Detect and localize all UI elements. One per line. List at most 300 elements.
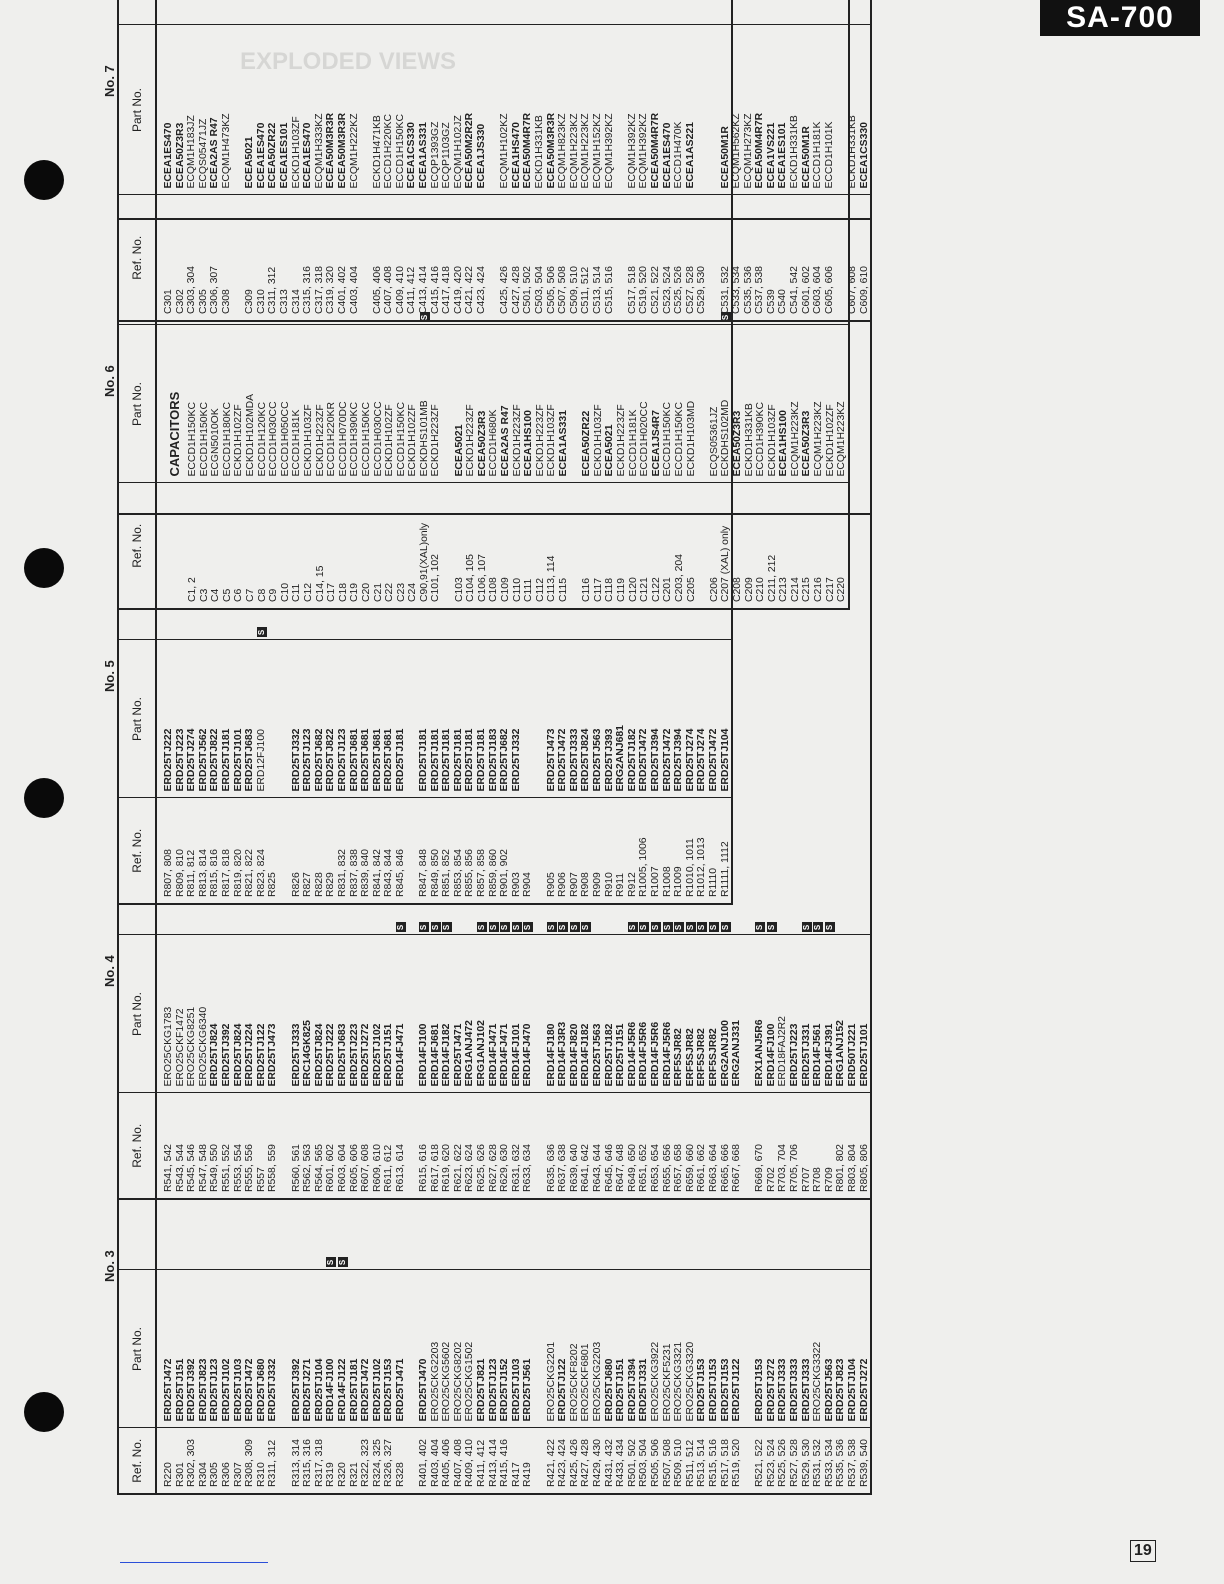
ref-no: R503, 504 (638, 1439, 650, 1487)
ref-no: R539, 540 (858, 1439, 870, 1487)
part-no: ECCD1H390KC (349, 402, 361, 477)
ref-no: R707 (800, 1167, 812, 1192)
part-no: ERD25TJ182 (626, 728, 638, 792)
ref-no: C501, 502 (522, 266, 534, 314)
ref-no: R527, 528 (789, 1439, 801, 1487)
part-no: ERD25TJ274 (186, 728, 198, 792)
ref-no: R509, 510 (673, 1439, 685, 1487)
part-no (835, 26, 847, 195)
part-column (156, 25, 871, 195)
part-no: ERO25CKG3322 (812, 1341, 824, 1422)
ref-no: C539 (765, 289, 777, 314)
part-no (534, 936, 546, 1093)
part-no: ECCD1H180KC (221, 402, 233, 477)
ref-no: R517, 518 (719, 1439, 731, 1487)
ref-no: R319 (325, 1462, 337, 1487)
ref-no: R823, 824 (255, 849, 267, 897)
part-no: ERD14FJ681 (429, 1023, 441, 1087)
safety-mark-icon: S (396, 923, 406, 933)
ref-no: R607, 608 (360, 1144, 372, 1192)
part-no: ECCD1H150KC (662, 402, 674, 477)
ref-no: R549, 550 (209, 1144, 221, 1192)
part-no: ERD25TJ473 (545, 728, 557, 792)
part-no: ECQM1H183JZ (186, 115, 198, 189)
ref-no: R667, 668 (731, 1144, 743, 1192)
ref-no: R308, 309 (244, 1439, 256, 1487)
link-underline (120, 1562, 268, 1563)
part-no: ERD25TJ331 (638, 1358, 650, 1422)
part-no: ECCD1H150KC (360, 402, 372, 477)
part-no: ECKD1H103MD (685, 400, 697, 477)
ref-column (156, 1093, 871, 1199)
ref-no: R826 (290, 872, 302, 897)
ref-no: C301 (163, 289, 174, 314)
ref-no: R411, 412 (476, 1439, 488, 1487)
ref-column (156, 483, 849, 609)
part-no (279, 1271, 291, 1428)
safety-mark-slot (383, 0, 395, 25)
ref-no: R912 (626, 872, 638, 897)
part-no: ERD25TJ103 (510, 1358, 522, 1422)
part-no: ECEA5021 (244, 136, 256, 189)
ref-no: C409, 410 (394, 266, 406, 314)
ref-no: C537, 538 (754, 266, 766, 314)
safety-mark-slot (638, 0, 650, 25)
part-no: ERF5SJR82 (684, 1028, 696, 1087)
ref-no: C111 (523, 578, 535, 602)
part-no: ERD25TJ123 (302, 728, 314, 792)
safety-mark-slot (847, 0, 859, 25)
part-no: ERD25TJ153 (754, 1358, 766, 1422)
part-no: ERD25TJ681 (360, 728, 372, 792)
ref-no: R651, 652 (638, 1144, 650, 1192)
part-no: ERO25CKG8251 (186, 1006, 198, 1087)
ref-no: R805, 806 (858, 1144, 870, 1192)
part-no: ERD25TJ333 (800, 1358, 812, 1422)
ref-no: C540 (777, 289, 789, 314)
ref-no: R811, 812 (186, 849, 198, 897)
ref-no: C509, 510 (568, 266, 580, 314)
part-no: ECQM1H223KZ (813, 401, 825, 477)
part-no: ERD25TJ104 (313, 1358, 325, 1422)
part-no: ECKD1H223ZF (511, 404, 523, 477)
part-no: ECKD1H102ZF (407, 404, 419, 477)
part-no: ERD25TJ153 (696, 1358, 708, 1422)
part-no: ECKD1H331KB (534, 115, 545, 189)
ref-no: C109 (500, 577, 512, 602)
column-header-part: Part No. (118, 325, 156, 483)
background-ghost-title: EXPLODED VIEWS (240, 48, 457, 75)
part-no: ECKD1H471KB (371, 115, 383, 189)
safety-mark-icon: S (257, 628, 267, 638)
ref-no: C120 (627, 577, 639, 602)
part-no: ECCD1H150KC (395, 402, 407, 477)
safety-mark-slot (291, 0, 303, 25)
part-no: ERO25CKG3320 (684, 1341, 696, 1422)
part-no: ECCD1H680K (488, 409, 500, 477)
part-no: ERD25TJ123 (336, 728, 348, 792)
safety-mark-slot (453, 0, 465, 25)
ref-no: R605, 606 (348, 1144, 360, 1192)
safety-mark-slot (534, 0, 546, 25)
safety-mark-slot (430, 0, 442, 25)
ref-no (697, 484, 709, 609)
safety-mark-slot (789, 0, 801, 25)
part-no: ERD25TJ823 (197, 1358, 209, 1422)
part-no (233, 26, 245, 195)
ref-no: R831, 832 (336, 849, 348, 897)
ref-no: R551, 552 (220, 1144, 232, 1192)
ref-no: R601, 602 (325, 1144, 337, 1192)
part-no: ECKD1H331KB (743, 403, 755, 477)
part-no: ERD50TJ221 (847, 1023, 859, 1087)
part-no: ERD25TJ274 (696, 728, 708, 792)
part-no: ERD25TJ151 (174, 1358, 186, 1422)
part-no: ERD25TJ823 (835, 1358, 847, 1422)
ref-no: R537, 538 (847, 1439, 859, 1487)
part-no: ECQM1H223KZ (789, 401, 801, 477)
part-no: ECQM1H222KZ (348, 113, 360, 189)
part-no: ERD25TJ122 (255, 1023, 267, 1087)
ref-no: C118 (604, 577, 616, 602)
ref-no: R501, 502 (626, 1439, 638, 1487)
ref-no: C23 (395, 582, 407, 602)
part-no: ECEA1JS330 (476, 123, 488, 189)
part-no: ERD25TJ471 (394, 1358, 406, 1422)
binder-hole (24, 160, 64, 200)
part-no: ERO25CKF6801 (580, 1343, 592, 1422)
ref-no: R837, 838 (348, 849, 360, 897)
ref-no: R801, 802 (835, 1144, 847, 1192)
ref-no: R409, 410 (464, 1439, 476, 1487)
ref-no: R661, 662 (696, 1144, 708, 1192)
column-header-ref: Ref. No. (118, 195, 156, 321)
part-no: ECEA1AS331 (558, 410, 569, 477)
ref-no: R531, 532 (812, 1439, 824, 1487)
safety-mark-icon: S (825, 923, 835, 933)
part-no: ECCD1H150KC (673, 402, 685, 477)
ref-no: C18 (337, 582, 349, 602)
ref-no: R849, 850 (429, 849, 441, 897)
ref-no: R515, 516 (707, 1439, 719, 1487)
ref-no: R521, 522 (754, 1439, 766, 1487)
ref-no: C101, 102 (430, 554, 442, 602)
safety-mark-icon: S (651, 923, 661, 933)
section-number-label: No. 4 (102, 955, 117, 987)
ref-no: R415, 416 (499, 1439, 511, 1487)
ref-no: C104, 105 (465, 554, 477, 602)
part-no (522, 641, 534, 798)
ref-no: R1110 (707, 867, 719, 897)
ref-no: R645, 646 (603, 1144, 615, 1192)
part-no (279, 936, 291, 1093)
ref-no: R659, 660 (684, 1144, 696, 1192)
ref-no: C313 (278, 289, 290, 314)
part-no: ERF5SJR82 (696, 1028, 708, 1087)
ref-no: C220 (836, 577, 848, 602)
ref-no: C531, 532 (719, 266, 731, 314)
ref-no: R304 (197, 1462, 209, 1487)
ref-no (279, 1094, 291, 1199)
ref-no: C205 (685, 577, 697, 602)
safety-mark-slot (720, 0, 732, 25)
part-no: ERF5SJR82 (673, 1028, 685, 1087)
safety-mark-icon: S (489, 923, 499, 933)
ref-no: C6 (233, 588, 245, 602)
ref-no: R431, 432 (603, 1439, 615, 1487)
ref-no: R321 (348, 1462, 360, 1487)
safety-mark-slot (615, 0, 627, 25)
ref-no: R665, 666 (719, 1144, 731, 1192)
safety-mark-slot (476, 0, 488, 25)
ref-no: C601, 602 (800, 266, 812, 314)
part-no: ERD25TJ181 (348, 1358, 360, 1422)
part-no: ERD25TJ472 (661, 728, 673, 792)
safety-mark-slot (685, 0, 697, 25)
part-no: ERD25TJ683 (336, 1023, 348, 1087)
part-no: ERD25TJ394 (626, 1358, 638, 1422)
ref-no: C116 (581, 577, 593, 602)
part-no: ECQM1H473KZ (220, 113, 232, 189)
safety-mark-icon: S (547, 923, 557, 933)
safety-mark-slot (267, 0, 279, 25)
part-no: ERD25TJ394 (649, 728, 661, 792)
ref-no: C113, 114 (546, 555, 558, 602)
part-no: ERO25CKG3922 (649, 1341, 661, 1422)
ref-no: R557 (255, 1167, 267, 1192)
ref-no: R553, 554 (232, 1144, 244, 1192)
ref-no: R813, 814 (197, 849, 209, 897)
part-no: ERD25TJ103 (232, 1358, 244, 1422)
safety-mark-slot (233, 0, 245, 25)
part-no: ECEA50M4R7R (754, 112, 766, 189)
part-no: ECCD1H050CC (279, 401, 291, 477)
ref-no: C5 (221, 588, 233, 602)
ref-no: C302 (174, 289, 186, 314)
ref-no: C210 (755, 577, 767, 602)
part-no: ECEA1CS330 (406, 122, 418, 189)
part-no (406, 936, 418, 1093)
ref-no: C306, 307 (209, 266, 221, 314)
ref-no: R853, 854 (452, 849, 464, 897)
part-no: ECCD1H030CC (268, 401, 280, 477)
ref-no: R307 (232, 1462, 244, 1487)
ref-no: C19 (349, 582, 361, 602)
part-no: ERO25CKG2203 (591, 1341, 603, 1422)
part-no (442, 326, 454, 483)
part-no: ERD25TJ102 (371, 1023, 383, 1087)
ref-no: C309 (244, 289, 256, 314)
part-no: ERD25TJ122 (731, 1358, 743, 1422)
safety-mark-icon: S (686, 923, 696, 933)
safety-mark-slot (337, 0, 349, 25)
safety-mark-slot (464, 0, 476, 25)
ref-no: C315, 316 (302, 266, 314, 314)
ref-no: R649, 650 (626, 1144, 638, 1192)
part-no: ECEA1AS331 (418, 122, 430, 189)
ref-no: R625, 626 (476, 1144, 488, 1192)
ref-no: C209 (743, 577, 755, 602)
column-header-part: Part No. (118, 25, 156, 195)
ref-no: R313, 314 (290, 1439, 302, 1487)
ref-no: C407, 408 (383, 266, 395, 314)
part-no: ERD25TJ223 (348, 1023, 360, 1087)
safety-mark-slot (372, 0, 384, 25)
part-no: ECCD1H030CC (372, 401, 384, 477)
part-no: ECQM1H273KZ (742, 113, 754, 189)
part-no (267, 641, 279, 798)
part-no (697, 326, 709, 483)
part-no: ERD25TJ333 (290, 1023, 302, 1087)
part-no: ECKD1H223ZF (534, 404, 546, 477)
safety-mark-slot (418, 0, 430, 25)
part-no: ECEA50Z3R3 (731, 410, 743, 477)
part-no: ERD25TJ101 (232, 728, 244, 792)
part-no: ERD25TJ680 (255, 1358, 267, 1422)
ref-no: R639, 640 (568, 1144, 580, 1192)
part-no: ERD25TJ562 (197, 728, 209, 792)
part-no: ERD25TJ824 (232, 1023, 244, 1087)
ref-no: C206 (708, 577, 720, 602)
ref-no: R302, 303 (186, 1439, 198, 1487)
part-no: ECKD1H103ZF (546, 404, 558, 477)
part-no: ECQP1103GZ (441, 122, 453, 189)
part-no: ECKD1H103ZF (302, 404, 314, 477)
part-no: ECQP1393GZ (429, 121, 441, 189)
part-no: ECEA50M4R7R (649, 112, 661, 189)
ref-no: R827 (302, 872, 314, 897)
ref-no: R317, 318 (313, 1439, 325, 1487)
part-no: ERD14FJ5R6 (649, 1021, 661, 1087)
ref-no: R901, 902 (499, 849, 511, 897)
part-column (156, 640, 732, 798)
part-no: ECKD1H223ZF (314, 404, 326, 477)
safety-mark-slot (186, 0, 198, 25)
ref-no: C1, 2 (187, 577, 198, 602)
part-no: ERG1ANJ472 (464, 1020, 476, 1087)
part-no: ECKD1H102ZF (384, 404, 396, 477)
part-column (156, 1270, 871, 1428)
part-no: ERD25TJ682 (313, 728, 325, 792)
part-no: ECEA1ES470 (255, 122, 267, 189)
safety-mark-slot (673, 0, 685, 25)
part-no: ECCD1H150KC (394, 114, 406, 189)
ref-no: R543, 544 (174, 1144, 186, 1192)
ref-no: C311, 312 (267, 266, 279, 314)
part-no: ERD25TJ472 (244, 1358, 256, 1422)
safety-mark-slot (314, 0, 326, 25)
part-no: ECCD1H070DC (337, 401, 349, 477)
part-no: ECEA50Z3R3 (174, 122, 186, 189)
part-no: ERD25TJ104 (719, 728, 731, 792)
part-no: ERD25TJ471 (452, 1023, 464, 1087)
ref-no: R904 (522, 872, 534, 897)
safety-mark-icon: S (755, 923, 765, 933)
ref-no: C203, 204 (673, 554, 685, 602)
part-no: ECCD1H220KC (383, 114, 395, 189)
ref-no (360, 196, 372, 321)
safety-mark-icon: S (419, 923, 429, 933)
part-no: ERD25TJ153 (707, 1358, 719, 1422)
ref-no: R535, 536 (835, 1439, 847, 1487)
column-header-ref: Ref. No. (118, 798, 156, 904)
ref-no (488, 196, 500, 321)
part-no: ECCD1H390KC (755, 402, 767, 477)
part-no: ERD25TJ104 (847, 1358, 859, 1422)
part-no: ERD25TJ561 (522, 1358, 534, 1422)
ref-no: C20 (360, 582, 372, 602)
part-no: ECEA1VS221 (765, 122, 777, 189)
ref-no: R815, 816 (209, 849, 221, 897)
section-number-label: No. 5 (102, 660, 117, 692)
ref-no: R809, 810 (174, 849, 186, 897)
ref-no: R819, 820 (232, 849, 244, 897)
part-no: ECEA1ES101 (777, 122, 789, 189)
ref-no: C413, 414 (418, 266, 430, 314)
part-no: ERO25CKF1472 (174, 1008, 186, 1087)
safety-mark-icon: S (581, 923, 591, 933)
safety-mark-slot (650, 0, 662, 25)
ref-no: C115 (558, 577, 569, 602)
ref-no: R821, 822 (244, 849, 256, 897)
ref-no: R562, 563 (302, 1144, 314, 1192)
part-no: ERD25TJ563 (823, 1358, 835, 1422)
part-no (279, 641, 291, 798)
part-no: ERD14FJ471 (499, 1023, 511, 1087)
column-header-ref: Ref. No. (118, 1428, 156, 1494)
part-no: ECCD1H101K (823, 121, 835, 189)
column-header-part: Part No. (118, 935, 156, 1093)
part-no: ERD25TJ153 (719, 1358, 731, 1422)
part-no: ERD14FJ100 (325, 1358, 337, 1422)
part-no: ECQM1H102KZ (499, 113, 511, 189)
part-no: ECEA50M2R2R (464, 112, 476, 189)
ref-no: C511, 512 (580, 266, 592, 314)
safety-mark-slot (743, 0, 755, 25)
ref-no: R851, 852 (441, 849, 453, 897)
ref-no: R613, 614 (394, 1144, 406, 1192)
part-no (488, 26, 500, 195)
part-no: ERD14FJ5R6 (661, 1021, 673, 1087)
ref-no: R519, 520 (731, 1439, 743, 1487)
ref-no: C314 (290, 289, 302, 314)
safety-mark-slot (835, 0, 847, 25)
part-no: ECCD1H181K (291, 409, 303, 477)
part-no: ERD12FJ100 (255, 729, 267, 792)
ref-no: R511, 512 (684, 1439, 696, 1487)
part-no: ERD25TJ272 (360, 1023, 372, 1087)
ref-no: C8 (256, 588, 268, 602)
ref-no: R523, 524 (765, 1439, 777, 1487)
safety-mark-slot (198, 0, 210, 25)
safety-mark-slot (580, 0, 592, 25)
part-no: ECKD1H102MDA (244, 393, 256, 477)
part-no: ERD25TJ392 (220, 1023, 232, 1087)
safety-mark-slot (441, 0, 453, 25)
part-no: ECCD1H181K (812, 121, 824, 189)
part-no: ERD25TJ151 (383, 1023, 395, 1087)
part-no (406, 1271, 418, 1428)
safety-mark-icon: S (431, 923, 441, 933)
ref-no: C603, 604 (812, 266, 824, 314)
ref-no: C216 (813, 577, 825, 602)
ref-no: C303, 304 (186, 266, 198, 314)
part-no: ERC14GK825 (302, 1020, 314, 1087)
ref-no: C523, 524 (661, 266, 673, 314)
part-no: ECCD1H120KC (256, 402, 268, 477)
ref-no: C7 (244, 588, 256, 602)
ref-no: R301 (174, 1462, 186, 1487)
